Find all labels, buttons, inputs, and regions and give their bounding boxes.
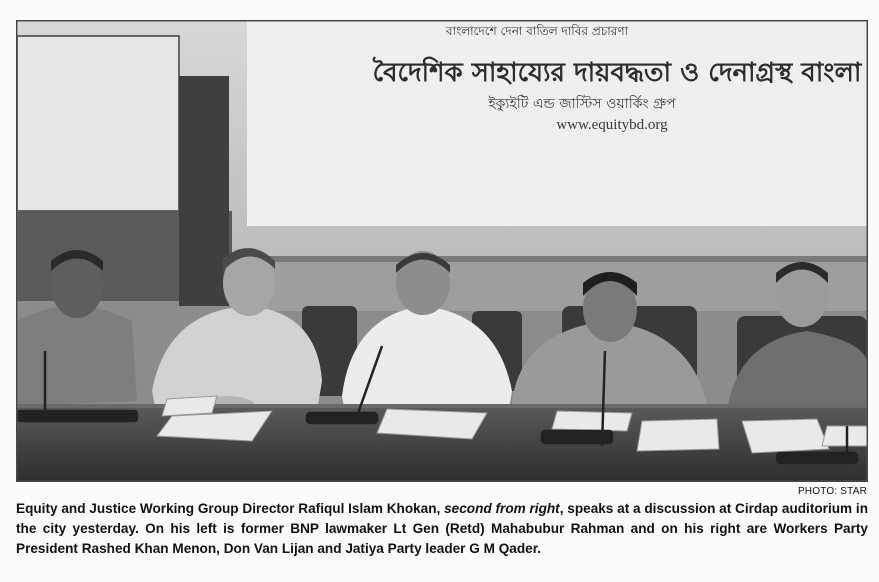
wall-panel bbox=[17, 36, 179, 211]
photo-illustration bbox=[17, 21, 867, 481]
banner bbox=[247, 21, 867, 226]
photo-credit: PHOTO: STAR bbox=[797, 486, 867, 497]
banner-headline: বৈদেশিক সাহায্যের দায়বদ্ধতা ও দেনাগ্রস্থ বাংলা bbox=[372, 58, 862, 88]
banner-organizer: ইক্যুইটি এন্ড জাস্টিস ওয়ার্কিং গ্রুপ bbox=[488, 96, 676, 112]
caption-part-2: , speaks at a discussion at Cirdap auditorium in the city yesterday. On his left is former BNP lawmaker Lt Gen (Retd) Mahabubur Rahman and on his right are Workers Party President Rashed Khan Menon, Don Van Lijan and Jatiya Party leader G M Qader. bbox=[16, 501, 868, 556]
door bbox=[179, 76, 229, 306]
photo-caption bbox=[16, 499, 868, 559]
caption-part-1: Equity and Justice Working Group Director Rafiqul Islam Khokan, bbox=[16, 501, 445, 516]
banner-top-line: বাংলাদেশে দেনা বাতিল দাবির প্রচারণা bbox=[445, 24, 629, 38]
news-photo bbox=[16, 20, 868, 482]
banner-website: www.equitybd.org bbox=[556, 117, 668, 133]
caption-emphasis: second from right bbox=[444, 501, 560, 516]
